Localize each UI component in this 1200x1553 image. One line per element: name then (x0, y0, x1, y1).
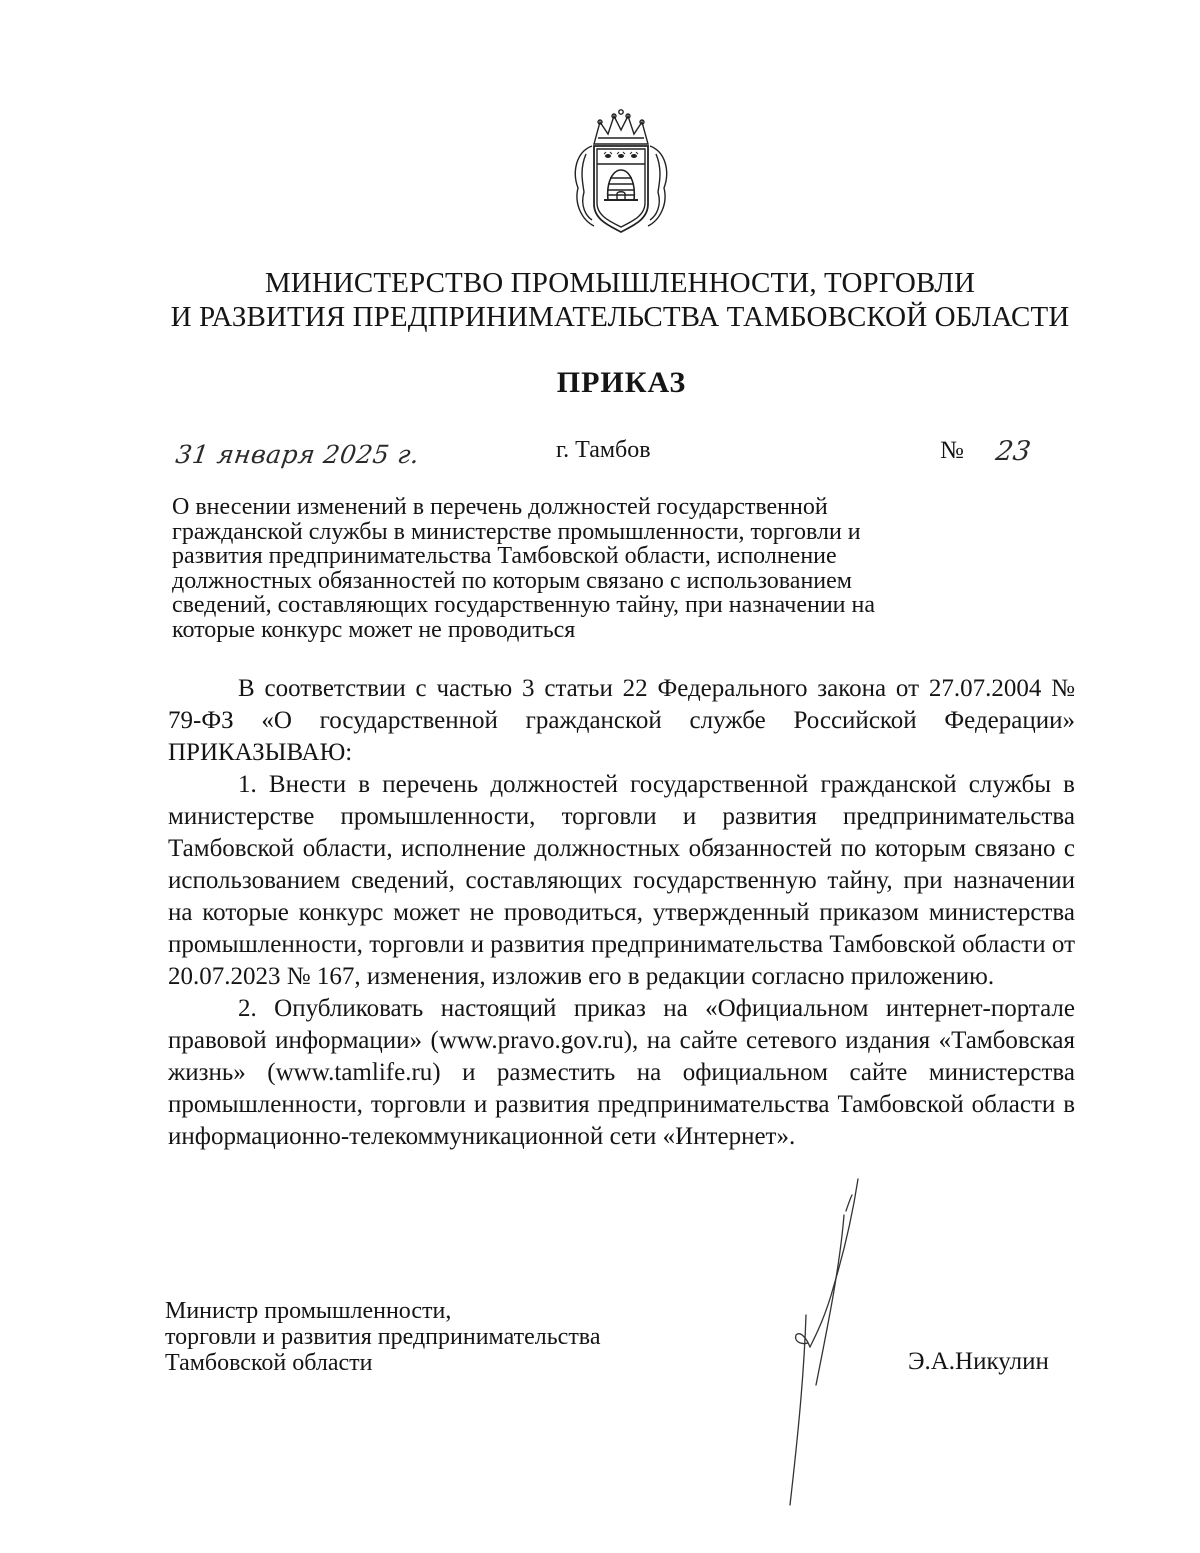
signer-position-line1: Министр промышленности, (165, 1298, 452, 1324)
coat-of-arms-icon (570, 108, 672, 240)
document-city: г. Тамбов (556, 437, 651, 463)
document-subject (172, 495, 1070, 642)
document-date: 31 января 2025 г. (173, 440, 422, 469)
subject-line: сведений, составляющих государственную тайну, при назначении на (172, 592, 875, 618)
subject-line: гражданской службы в министерстве промышленности, торговли и (172, 518, 861, 545)
subject-line: развития предпринимательства Тамбовской области, исполнение (172, 543, 837, 569)
signer-position-line2: торговли и развития предпринимательства (165, 1324, 601, 1350)
body-item-1: 1. Внести в перечень должностей государственной гражданской службы в министерстве промышленности, торговли и развития предпринимательства Тамбовской области, исполнение должностных обязанностей по которым связано с использованием сведений, составляющих государственную тайну, при назначении на которые конкурс может не проводиться, утвержденный приказом министерства промышленности, торговли и развития предпринимательства Тамбовской области от 20.07.2023 № 167, изменения, изложив его в редакции согласно приложению. (168, 771, 1075, 990)
subject-line: должностных обязанностей по которым связано с использованием (172, 567, 852, 594)
document-number: 23 (993, 436, 1033, 467)
subject-line: О внесении изменений в перечень должностей государственной (172, 494, 828, 520)
signer-name: Э.А.Никулин (908, 1348, 1049, 1375)
ministry-name-line2: И РАЗВИТИЯ ПРЕДПРИНИМАТЕЛЬСТВА ТАМБОВСКОЙ ОБЛАСТИ (170, 301, 1070, 333)
signature-icon (760, 1175, 880, 1515)
document-number-label: № (940, 437, 964, 464)
body-preamble: В соответствии с частью 3 статьи 22 Федерального закона от 27.07.2004 № 79-ФЗ «О государственной гражданской службе Российской Федерации» ПРИКАЗЫВАЮ: (168, 675, 1075, 766)
document-body (168, 673, 1075, 1153)
body-item-2: 2. Опубликовать настоящий приказ на «Официальном интернет-портале правовой информации» (www.pravo.gov.ru), на сайте сетевого издания «Тамбовская жизнь» (www.tamlife.ru) и разместить на официальном сайте министерства промышленности, торговли и развития предпринимательства Тамбовской области в информационно-телекоммуникационной сети «Интернет». (168, 995, 1075, 1150)
document-type: ПРИКАЗ (556, 366, 687, 399)
ministry-name-line1: МИНИСТЕРСТВО ПРОМЫШЛЕННОСТИ, ТОРГОВЛИ (264, 267, 976, 299)
ministry-name (140, 266, 1100, 334)
subject-line: которые конкурс может не проводиться (172, 616, 576, 643)
signer-position-line3: Тамбовской области (165, 1350, 373, 1376)
signer-position (165, 1298, 600, 1376)
